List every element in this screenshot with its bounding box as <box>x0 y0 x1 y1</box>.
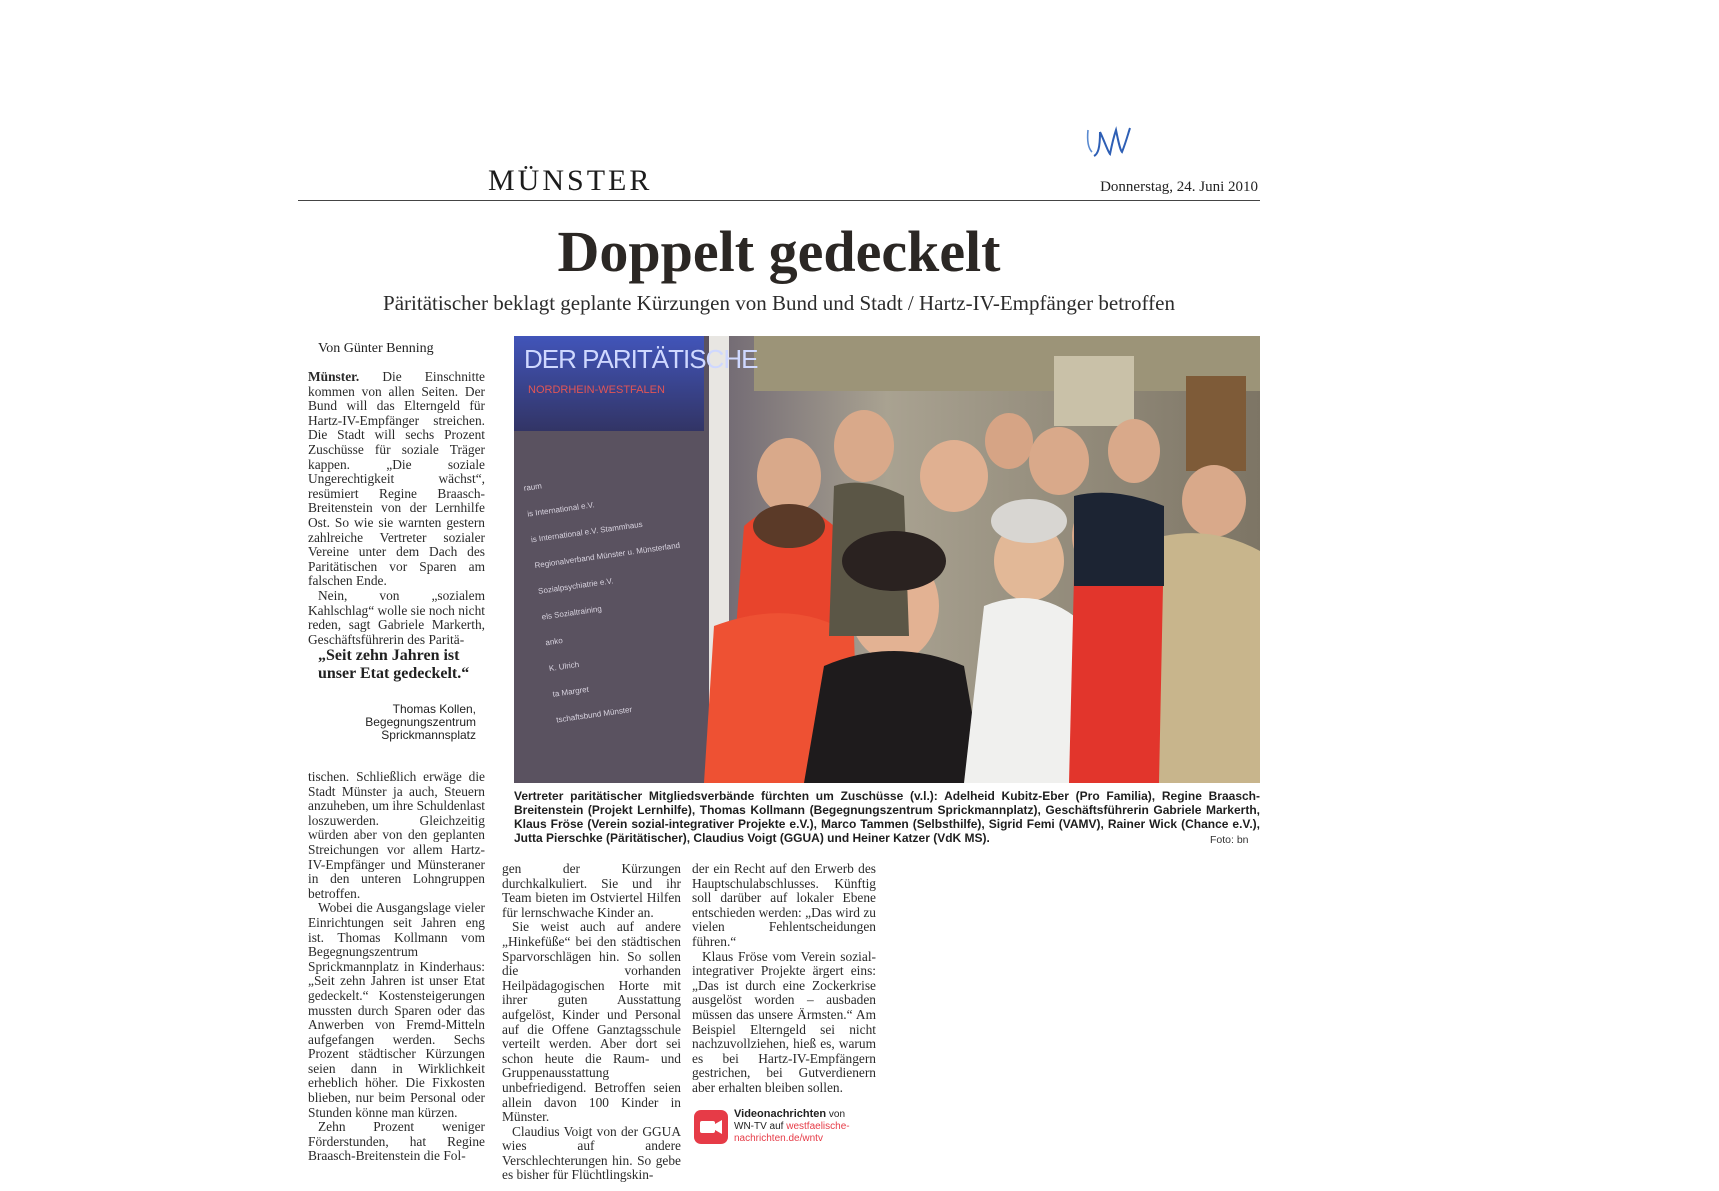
section-title: MÜNSTER <box>488 164 653 197</box>
quote-author: Thomas Kollen, <box>392 702 476 716</box>
paragraph: Zehn Prozent weniger Förderstunden, hat Regine Braasch-Breitenstein die Fol- <box>308 1119 485 1164</box>
group-photo <box>514 336 1260 783</box>
issue-date: Donnerstag, 24. Juni 2010 <box>1100 179 1258 195</box>
paragraph: tischen. Schließlich erwäge die Stadt Münster ja auch, Steuern anzuheben, um ihre Schuldenlast loszuwerden. Gleichzeitig würden aber von den geplanten Streichungen vor allem Hartz-IV-Empfänger und Münsteraner in den unteren Lohngruppen betroffen. <box>308 769 486 901</box>
video-news-text: Videonachrichten von WN-TV auf westfaelische- nachrichten.de/wntv <box>734 1108 850 1144</box>
video-link[interactable]: nachrichten.de/wntv <box>734 1133 823 1144</box>
video-title: Videonachrichten <box>734 1108 827 1120</box>
video-news-box[interactable] <box>694 1108 884 1148</box>
photo-board: raum is International e.V. is International e.V. Stammhaus Regionalverband Münster u. Münsterland Sozialpsychiatrie e.V. els Sozialtraining anko K. Ulrich ta Margret tschaftsbund Münster <box>523 481 681 725</box>
paragraph: Nein, von „sozialem Kahlschlag“ wolle sie noch nicht reden, sagt Gabriele Markerth, Geschäftsführerin des Paritä- <box>308 587 486 647</box>
headline: Doppelt gedeckelt <box>557 219 1001 284</box>
column-3 <box>692 862 876 1096</box>
paragraph: Sie weist auch auf andere „Hinkefüße“ bei den städtischen Sparvorschlägen hin. So sollen die vorhanden Heilpädagogischen Horte mit ihrer guten Ausstattung aufgelöst, Kinder und Personal auf die Offene Ganztagsschule verteilt werden. Aber dort sei schon heute die Raum- und Gruppenausstattung unbefriedigend. Betroffen seien allein davon 100 Kinder in Münster. <box>502 919 681 1125</box>
pull-quote: „Seit zehn Jahren ist unser Etat gedeckelt.“ <box>318 647 470 682</box>
photo-caption: Vertreter paritätischer Mitgliedsverbände fürchten um Zuschüsse (v.l.): Adelheid Kubitz-Eber (Pro Familia), Regine Braasch-Breitenstein (Projekt Lernhilfe), Thomas Kollmann (Begegnungszentrum Sprickmannplatz), Geschäftsführerin Gabriele Markerth, Klaus Fröse (Verein sozial-integrativer Projekte e.V.), Marco Tammen (Selbsthilfe), Sigrid Femi (VAMV), Rainer Wick (Chance e.V.), Jutta Pierschke (Päritätischer), Claudius Voigt (GGUA) und Heiner Katzer (VdK MS). <box>514 789 1260 845</box>
paragraph: Münster. Die Einschnitte kommen von allen Seiten. Der Bund will das Elterngeld für Hartz-IV-Empfänger streichen. Die Stadt will sechs Prozent Zuschüsse für soziale Träger kappen. „Die soziale Ungerechtigkeit wächst“, resümiert Regine Braasch-Breitenstein von der Lernhilfe Ost. So wie sie warnten gestern zahlreiche Vertreter sozialer Vereine unter dem Dach des Paritätischen vor Sparen am falschen Ende. <box>308 369 485 589</box>
subheadline: Päritätischer beklagt geplante Kürzungen von Bund und Stadt / Hartz-IV-Empfänger betroffen <box>383 291 1175 315</box>
masthead-rule <box>298 200 1260 201</box>
paragraph: Wobei die Ausgangslage vieler Einrichtungen seit Jahren eng ist. Thomas Kollmann vom Begegnungszentrum Sprickmannplatz in Kinderhaus: „Seit zehn Jahren ist unser Etat gedeckelt.“ Kostensteigerungen mussten durch Sparen oder das Anwerben von Fremd-Mitteln aufgefangen werden. Sechs Prozent städtischer Kürzungen seien dann in Wirklichkeit erheblich höher. Die Fixkosten blieben, nur beim Personal oder Stunden könne man kürzen. <box>308 900 485 1120</box>
column-2 <box>502 862 681 1183</box>
quote-org: Sprickmannsplatz <box>381 728 476 742</box>
paragraph: Klaus Fröse vom Verein sozial-integrativer Projekte ärgert eins: „Das ist durch eine Zockerkrise ausgelöst worden – ausbaden müssen das unsere Ärmsten.“ Am Beispiel Elterngeld sei nicht nachzuvollziehen, hieß es, warum es bei Hartz-IV-Empfängern gestrichen, bei Gutverdienern aber erhalten bleiben sollen. <box>692 948 876 1095</box>
quote-org: Begegnungszentrum <box>365 715 476 729</box>
paragraph: der ein Recht auf den Erwerb des Hauptschulabschlusses. Künftig soll darüber auf lokaler Ebene entschieden werden: „Das wird zu vielen Fehlentscheidungen führen.“ <box>692 861 876 949</box>
photo-credit: Foto: bn <box>1210 834 1249 846</box>
paragraph: Claudius Voigt von der GGUA wies auf andere Verschlechterungen hin. So gebe es bisher für Flüchtlingskin- <box>502 1123 681 1183</box>
pull-quote-source <box>318 703 476 742</box>
video-link[interactable]: westfaelische- <box>786 1121 850 1132</box>
wn-logo-icon <box>1082 122 1142 166</box>
photo-banner-subtext: NORDRHEIN-WESTFALEN <box>528 384 665 396</box>
video-camera-icon <box>694 1110 728 1144</box>
column-1-top <box>308 370 485 647</box>
photo-banner-text: DER PARITÄTISCHE <box>524 344 758 374</box>
paragraph: gen der Kürzungen durchkalkuliert. Sie und ihr Team bieten im Ostviertel Hilfen für lernschwache Kinder an. <box>502 861 681 920</box>
byline: Von Günter Benning <box>318 341 434 356</box>
dateline: Münster. <box>308 369 360 384</box>
column-1-bottom <box>308 770 485 1164</box>
